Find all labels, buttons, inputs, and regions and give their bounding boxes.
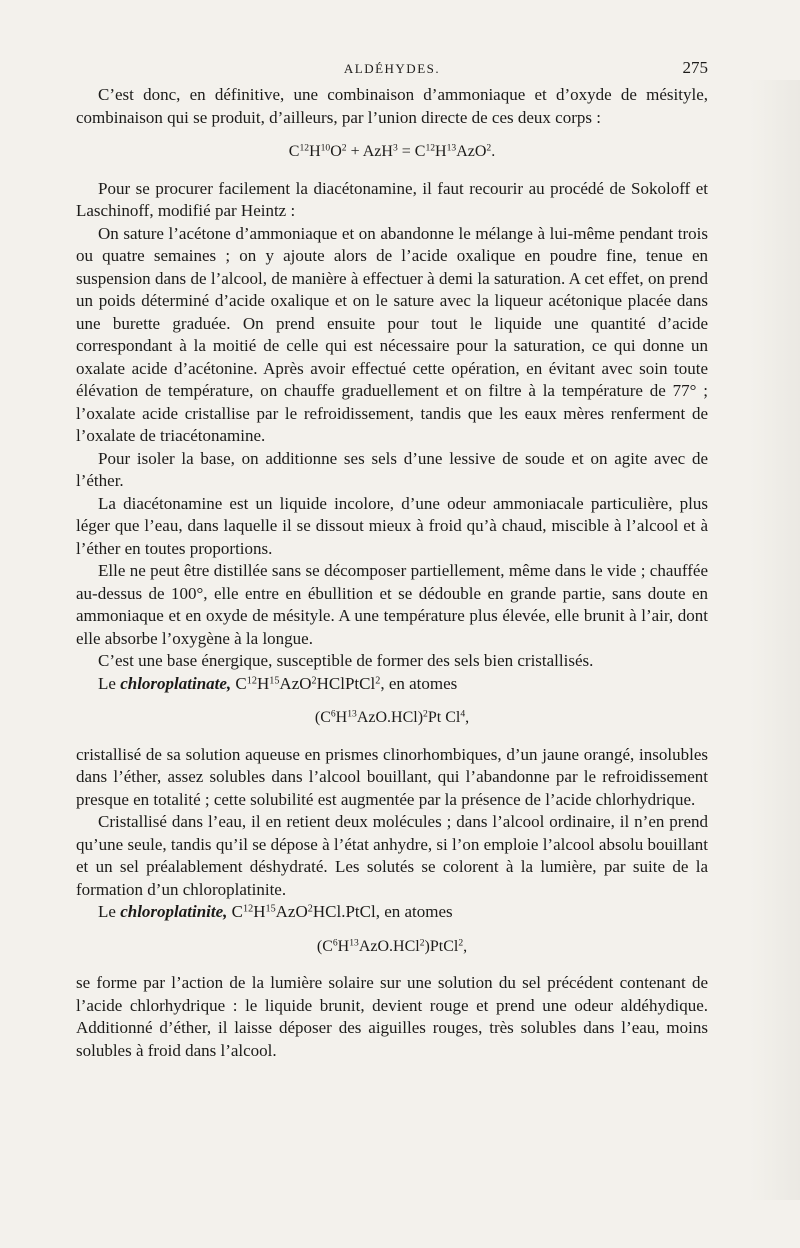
- page-header: [76, 58, 708, 80]
- page-number: 275: [682, 58, 708, 77]
- chloroplatinite-label: Le: [98, 902, 116, 921]
- chloroplatinite-term: chloroplatinite,: [120, 902, 228, 921]
- paragraph-3: On sature l’acétone d’ammoniaque et on abandonne le mélange à lui-même pendant trois ou quatre semaines ; on y ajoute alors de l’acide oxalique en poudre fine, tenue en suspension dans de l’alcool, de manière à effectuer à demi la saturation. A cet effet, on prend un poids déterminé d’acide oxalique et on le sature avec la liqueur acétonique placée dans une burette graduée. On prend ensuite pour tout le liquide une quantité d’acide correspondant à la moitié de celle qui est nécessaire pour la saturation, ce qui donne un oxalate acide d’acétonine. Après avoir effectué cette opération, en évitant avec soin toute élévation de température, on chauffe graduellement et on filtre à la température de 77° ; l’oxalate acide cristallise par le refroidissement, tandis que les eaux mères renferment de l’oxalate de triacétonamine.: [76, 223, 708, 445]
- paragraph-chloroplatinate: [76, 673, 708, 696]
- body-text: [76, 84, 708, 1062]
- paragraph-12: se forme par l’action de la lumière solaire sur une solution du sel précédent contenant de l’acide chlorhydrique : le liquide brunit, devient rouge et prend une odeur aldéhydique. Additionné d’éther, il laisse déposer des aiguilles rouges, très solubles dans l’eau, moins solubles à froid dans l’alcool.: [76, 973, 708, 1060]
- page-edge-shadow: [750, 80, 800, 1200]
- formula-combination: $C^{12}H^{10}O^2 + AzH^3 = C^{12}H^{13}AzO^2$.: [288, 142, 496, 160]
- chloroplatinate-term: chloroplatinate,: [120, 673, 232, 693]
- formula-chloroplatinite-atoms: $(C^6H^{13}AzO.HCl^2)PtCl^2$,: [316, 937, 468, 955]
- chloroplatinite-formula: $C^{12}H^{15}AzO^2HCl.PtCl$,: [231, 902, 380, 921]
- paragraph-5: La diacétonamine est un liquide incolore, d’une odeur ammoniacale particulière, plus léger que l’eau, dans laquelle il se dissout mieux à froid qu’à chaud, miscible à l’alcool et à l’éther en toutes proportions.: [76, 493, 708, 558]
- paragraph-1: C’est donc, en définitive, une combinaison d’ammoniaque et d’oxyde de mésityle, combinaison qui se produit, d’ailleurs, par l’union directe de ces deux corps :: [76, 85, 708, 127]
- chloroplatinate-label: Le: [98, 673, 116, 693]
- running-head: ALDÉHYDES.: [343, 61, 441, 76]
- chloroplatinate-tail: en atomes: [388, 673, 458, 693]
- paragraph-4: Pour isoler la base, on additionne ses sels d’une lessive de soude et on agite avec de l’éther.: [76, 448, 708, 490]
- formula-chloroplatinate-atoms: $(C^6H^{13}AzO.HCl)^2Pt$ Cl$^4$,: [314, 708, 470, 726]
- paragraph-chloroplatinite: [76, 901, 708, 924]
- paragraph-10: Cristallisé dans l’eau, il en retient deux molécules ; dans l’alcool ordinaire, il n’en prend qu’une seule, tandis qu’il se dépose à l’état anhydre, si l’on emploie l’alcool absolu bouillant et un sel préalablement déshydraté. Les solutés se colorent à la lumière, par suite de la formation d’un chloroplatinite.: [76, 812, 708, 899]
- chloroplatinate-formula: $C^{12}H^{15}AzO^2HClPtCl^2$,: [235, 673, 385, 693]
- paragraph-7: C’est une base énergique, susceptible de former des sels bien cristallisés.: [98, 651, 594, 670]
- paragraph-9: cristallisé de sa solution aqueuse en prismes clinorhombiques, d’un jaune orangé, insolubles dans l’éther, assez solubles dans l’alcool bouillant, qui l’abandonne par le refroidissement presque en totalité ; cette solubilité est augmentée par la présence de l’acide chlorhydrique.: [76, 744, 708, 809]
- chloroplatinite-tail: en atomes: [384, 902, 453, 921]
- paragraph-2: Pour se procurer facilement la diacétonamine, il faut recourir au procédé de Sokoloff et Laschinoff, modifié par Heintz :: [76, 178, 708, 220]
- paragraph-6: Elle ne peut être distillée sans se décomposer partiellement, même dans le vide ; chauffée au-dessus de 100°, elle entre en ébullition et se dédouble en grande partie, sans doute en ammoniaque et en oxyde de mésityle. A une température plus élevée, elle brunit à l’air, dont elle absorbe l’oxygène à la longue.: [76, 561, 708, 648]
